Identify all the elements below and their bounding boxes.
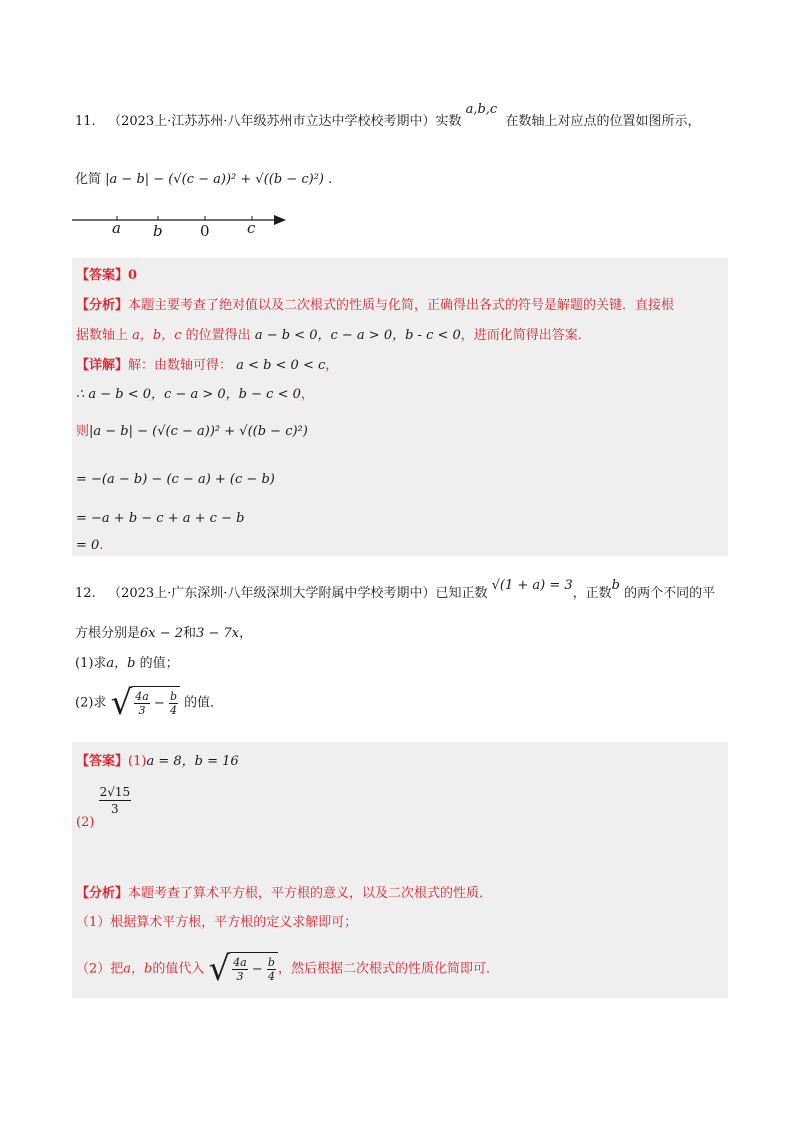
q12-line2a: 方根分别是 (75, 626, 141, 641)
q12-source: （2023上·广东深圳·八年级深圳大学附属中学校考期中）已知正数 (108, 586, 488, 601)
a11-analysis-2a: 据数轴上 (76, 328, 129, 343)
a11-analysis-tag: 【分析】 (76, 298, 129, 313)
nl-label-a: a (112, 219, 121, 237)
a12-ans1-label: (1) (128, 754, 147, 769)
q11-expr-end: . (328, 172, 333, 187)
number-line (72, 210, 292, 240)
a12-analysis-3 (76, 949, 499, 989)
q12-part1-end: 的值； (139, 656, 179, 671)
a11-detail-math6: = 0 (76, 538, 100, 553)
q12-number: 12. (75, 586, 96, 601)
a12-analysis-2: （1）根据算术平方根，平方根的定义求解即可； (76, 915, 358, 930)
a11-analysis-2vars: a，b，c (132, 328, 182, 343)
a12-analysis-radical: √ $\frac{4a}{3}$ − $\frac{b}{4}$ (209, 952, 278, 986)
a11-detail-end2: ， (300, 387, 314, 402)
q11-line1 (75, 102, 701, 129)
a12-analysis-3a: （2）把 (76, 961, 124, 977)
a12-analysis-text1: 本题考查了算术平方根，平方根的意义，以及二次根式的性质． (128, 886, 493, 901)
a12-analysis-tag: 【分析】 (76, 886, 129, 901)
q12-line2end: ， (239, 626, 253, 641)
q12-line2m2: 3 − 7x (196, 626, 240, 641)
q12-part2-label: (2)求 (75, 695, 107, 711)
a12-ans2-label: (2) (76, 815, 95, 830)
a11-answer (76, 264, 137, 283)
a11-detail-math3: |a − b| − (√(c − a))² + √((b − c)²) (89, 424, 308, 439)
q11-source: （2023上·江苏苏州·八年级苏州市立达中学校校考期中）实数 (108, 114, 462, 129)
q12-var-b: b (611, 578, 620, 593)
a11-detail-math1: a < b < 0 < c (236, 358, 326, 373)
q12-cond: √(1 + a) = 3 (491, 578, 573, 593)
a11-answer-value: 0 (128, 268, 138, 283)
a11-analysis-text1: 本题主要考查了绝对值以及二次根式的性质与化简，正确得出各式的符号是解题的关键．直接根 (128, 298, 675, 313)
a11-detail-5: = −a + b − c + a + c − b (76, 511, 245, 526)
a11-detail-3 (76, 420, 308, 439)
a11-detail-tag: 【详解】 (76, 358, 129, 373)
q11-line2 (75, 168, 332, 187)
q12-part2-radical: √ $\frac{4a}{3}$ − $\frac{b}{4}$ (111, 686, 180, 720)
nl-label-b: b (153, 222, 163, 240)
a11-answer-tag: 【答案】 (76, 268, 129, 283)
q12-part2 (75, 683, 224, 723)
a12-answer (76, 750, 239, 769)
a11-analysis-2b: 的位置得出 (185, 328, 251, 343)
a12-answer-tag: 【答案】 (76, 754, 129, 769)
a12-analysis-3c: ，然后根据二次根式的性质化简即可． (277, 961, 499, 977)
number-line-svg (72, 210, 292, 240)
a11-detail-2 (76, 383, 314, 402)
a11-detail-end6: . (99, 538, 104, 553)
q11-text-after: 在数轴上对应点的位置如图所示， (505, 114, 701, 129)
q12-line1 (75, 578, 716, 601)
q11-expr: |a − b| − (√(c − a))² + √((b − c)²) (105, 172, 324, 187)
a12-ans2-frac: $\frac{2√15}{3}$ (99, 785, 131, 816)
a11-detail-math2: ∴ a − b < 0，c − a > 0，b − c < 0 (76, 387, 301, 402)
q12-part1-label: (1)求 (75, 656, 107, 671)
q11-vars: a,b,c (465, 102, 498, 117)
a11-detail-6 (76, 538, 103, 553)
q12-part1-vars: a，b (106, 656, 136, 671)
a12-ans2 (76, 784, 131, 830)
q12-line2b: 和 (183, 626, 197, 641)
a12-ans1-math: a = 8，b = 16 (146, 754, 239, 769)
q12-line2m1: 6x − 2 (140, 626, 184, 641)
a11-analysis-2 (76, 324, 591, 343)
q11-simplify-prefix: 化简 (75, 172, 102, 187)
a11-detail-text1: 解：由数轴可得： (128, 358, 233, 373)
q11-number: 11. (75, 114, 96, 129)
q12-part2-end: 的值． (184, 695, 224, 711)
a11-analysis-2math: a − b < 0，c − a > 0，b - c < 0 (254, 328, 461, 343)
q12-text-mid: ，正数 (572, 586, 612, 601)
a11-analysis-2c: ，进而化简得出答案． (460, 328, 591, 343)
a12-analysis-3vars: a，b (123, 961, 153, 977)
q12-part1 (75, 652, 179, 671)
q12-line2 (75, 622, 252, 641)
a11-detail-4: = −(a − b) − (c − a) + (c − b) (76, 472, 275, 487)
a11-detail-end1: ， (325, 358, 339, 373)
a11-detail-1 (76, 354, 338, 373)
a11-analysis-1 (76, 294, 674, 313)
nl-label-c: c (247, 219, 256, 237)
a12-analysis-1 (76, 882, 492, 901)
nl-label-0: 0 (200, 222, 210, 240)
q12-text-end: 的两个不同的平 (624, 586, 716, 601)
a11-detail-3prefix: 则 (76, 424, 90, 439)
a12-analysis-3b: 的值代入 (152, 961, 205, 977)
